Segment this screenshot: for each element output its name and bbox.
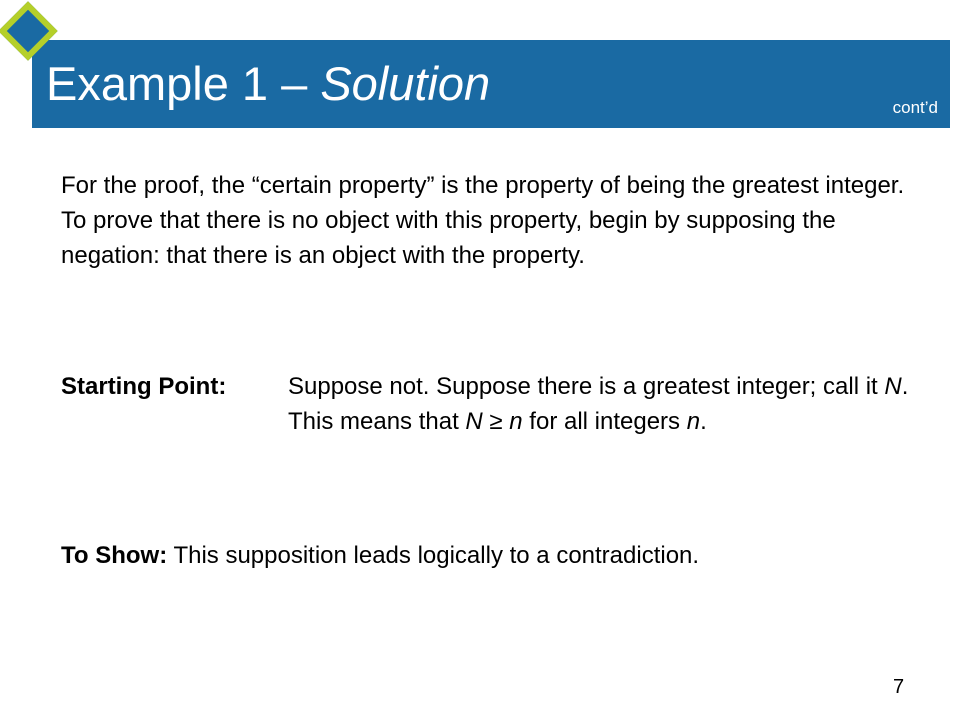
starting-point-text: Suppose not. Suppose there is a greatest integer; call it N. This means that N ≥ n for all integers n.	[288, 373, 909, 435]
page-number: 7	[893, 676, 905, 698]
var-N: N	[465, 408, 483, 435]
to-show-label: To Show:	[61, 542, 168, 569]
to-show-line	[61, 538, 699, 573]
starting-point-label: Starting Point:	[61, 373, 227, 400]
contd-label: cont’d	[892, 98, 938, 117]
title-italic: Solution	[320, 57, 491, 110]
to-show-text: This supposition leads logically to a contradiction.	[167, 542, 700, 569]
paragraph-intro: For the proof, the “certain property” is the property of being the greatest integer. To prove that there is no object with this property, begin by supposing the negation: that there is an object with the property.	[61, 172, 905, 269]
var-n: n	[509, 408, 523, 435]
var-n: n	[686, 408, 701, 435]
var-N: N	[884, 373, 902, 400]
title-main: Example 1 –	[46, 57, 321, 110]
title-bar	[32, 40, 950, 128]
slide-title	[46, 58, 490, 110]
